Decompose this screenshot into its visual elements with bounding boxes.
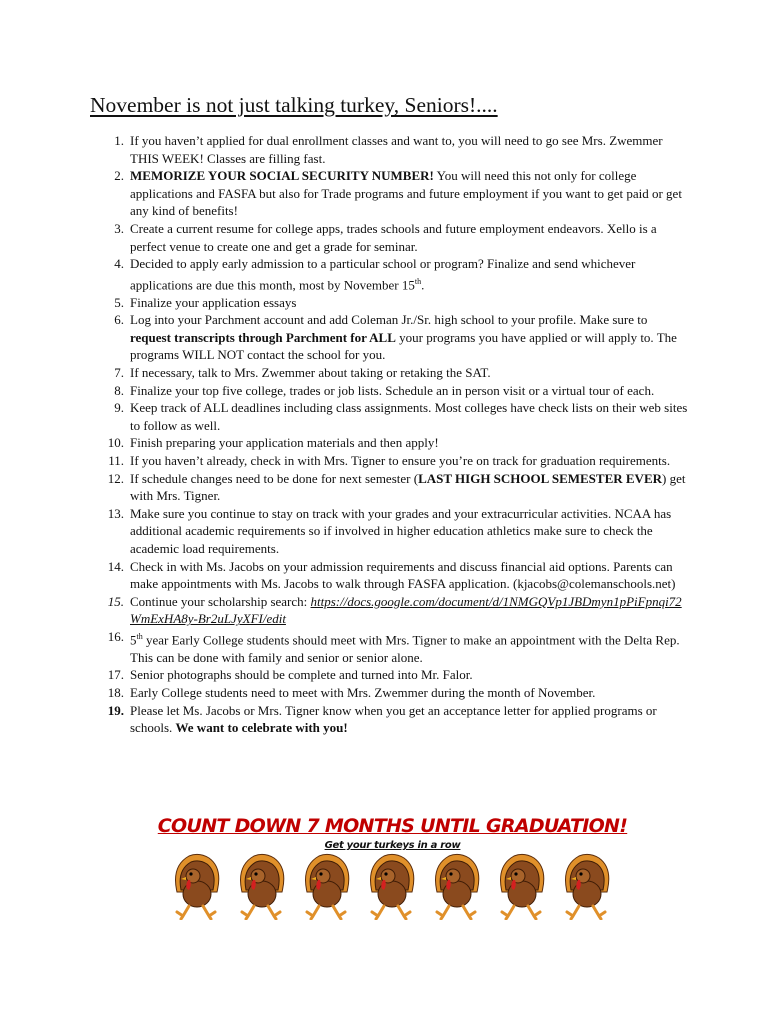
item-text: Log into your Parchment account and add Coleman Jr./Sr. high school to your profile. Make sure to (130, 312, 648, 328)
item-text: Make sure you continue to stay on track with your grades and your extracurricular activities. NCAA has additional academic requirements so if involved in higher education athletics make sure to check the academic load requirements. (130, 505, 672, 556)
list-item-number: 14. (107, 558, 124, 574)
list-item-number: 2. (114, 168, 124, 184)
item-text: If schedule changes need to be done for next semester ( (130, 470, 419, 486)
list-item-number: 15. (107, 593, 124, 609)
list-item (90, 470, 690, 505)
item-text: your programs you have applied or will apply to. The programs WILL NOT contact the school for you. (130, 329, 677, 363)
list-item (90, 399, 690, 434)
turkey-icon (306, 854, 349, 919)
item-text: If necessary, talk to Mrs. Zwemmer about taking or retaking the SAT. (130, 365, 491, 381)
ordinal-suffix: th (414, 276, 422, 286)
list-item (90, 382, 690, 400)
list-item (90, 294, 690, 312)
turkey-icon (566, 854, 609, 919)
list-item-number: 7. (114, 365, 124, 381)
list-item (90, 167, 690, 220)
list-item-number: 19. (107, 702, 124, 718)
item-text: ) get with Mrs. Tigner. (130, 470, 686, 504)
list-item-number: 9. (114, 400, 124, 416)
list-item-number: 10. (107, 435, 124, 451)
turkey-icon (176, 854, 219, 919)
countdown-heading: COUNT DOWN 7 MONTHS UNTIL GRADUATION! (157, 815, 628, 837)
page-title: November is not just talking turkey, Seniors!.... (90, 93, 498, 117)
turkey-icon (371, 854, 414, 919)
item-text: Continue your scholarship search: (130, 593, 311, 609)
list-item-number: 13. (107, 505, 124, 521)
list-item-number: 8. (114, 382, 124, 398)
list-item (90, 220, 690, 255)
list-item (90, 593, 690, 628)
list-item-number: 16. (107, 628, 124, 644)
list-item (90, 452, 690, 470)
list-item (90, 558, 690, 593)
ordinal-suffix: th (136, 631, 143, 641)
emphasis-text: We want to celebrate with you! (175, 720, 348, 736)
list-item (90, 628, 690, 667)
emphasis-text: LAST HIGH SCHOOL SEMESTER EVER (418, 470, 663, 486)
item-text: You will need this not only for college applications and FASFA but also for Trade programs and future employment if you want to get paid or get any kind of benefits! (130, 168, 682, 219)
list-item (90, 311, 690, 364)
item-text: Finalize your application essays (130, 294, 297, 310)
list-item-number: 18. (107, 685, 124, 701)
item-text: Please let Ms. Jacobs or Mrs. Tigner know when you get an acceptance letter for applied programs or schools. (130, 702, 657, 736)
list-item-number: 17. (107, 667, 124, 683)
item-text: Finish preparing your application materials and then apply! (130, 435, 439, 451)
turkey-icon (241, 854, 284, 919)
emphasis-text: request transcripts through Parchment for ALL (130, 329, 396, 345)
item-text: Create a current resume for college apps, trades schools and future employment endeavors. Xello is a perfect venue to create one and get a grade for seminar. (130, 220, 657, 254)
checklist (90, 132, 690, 737)
list-item (90, 364, 690, 382)
list-item-number: 11. (108, 453, 124, 469)
list-item-number: 6. (114, 312, 124, 328)
item-text: 5 (130, 632, 137, 648)
turkey-icon (501, 854, 544, 919)
list-item-number: 5. (114, 294, 124, 310)
list-item (90, 255, 690, 294)
list-item (90, 666, 690, 684)
turkey-icon (436, 854, 479, 919)
item-text: Early College students need to meet with Mrs. Zwemmer during the month of November. (130, 685, 596, 701)
list-item (90, 132, 690, 167)
scholarship-link[interactable]: https://docs.google.com/document/d/1NMGQVp1JBDmyn1pPiFpnqi72WmExHA8y-Br2uLJyXFI/edit (130, 593, 682, 627)
list-item (90, 684, 690, 702)
turkey-row (163, 852, 623, 920)
turkeys-tagline: Get your turkeys in a row (324, 840, 461, 851)
item-text: year Early College students should meet with Mrs. Tigner to make an appointment with the Delta Rep. This can be done with family and senior or senior alone. (130, 632, 680, 665)
item-text: Finalize your top five college, trades or job lists. Schedule an in person visit or a virtual tour of each. (130, 382, 655, 398)
item-text: . (421, 277, 425, 293)
list-item-number: 12. (107, 470, 124, 486)
list-item-number: 3. (114, 220, 124, 236)
list-item (90, 434, 690, 452)
item-text: Senior photographs should be complete and turned into Mr. Falor. (130, 667, 473, 683)
item-text: Decided to apply early admission to a particular school or program? Finalize and send whichever applications are due this month, most by November 15 (130, 256, 636, 293)
list-item (90, 505, 690, 558)
item-text: Check in with Ms. Jacobs on your admission requirements and discuss financial aid options. Parents can make appointments with Ms. Jacobs to walk through FASFA application. (kjacobs@colemanschools.net) (130, 558, 676, 592)
list-item-number: 4. (114, 256, 124, 272)
emphasis-text: MEMORIZE YOUR SOCIAL SECURITY NUMBER! (130, 168, 434, 184)
item-text: If you haven’t applied for dual enrollment classes and want to, you will need to go see Mrs. Zwemmer THIS WEEK! Classes are filling fast. (130, 133, 663, 166)
item-text: If you haven’t already, check in with Mrs. Tigner to ensure you’re on track for graduation requirements. (130, 453, 671, 469)
list-item-number: 1. (114, 133, 124, 148)
item-text: Keep track of ALL deadlines including class assignments. Most colleges have check lists on their web sites to follow as well. (130, 400, 688, 433)
list-item (90, 702, 690, 737)
